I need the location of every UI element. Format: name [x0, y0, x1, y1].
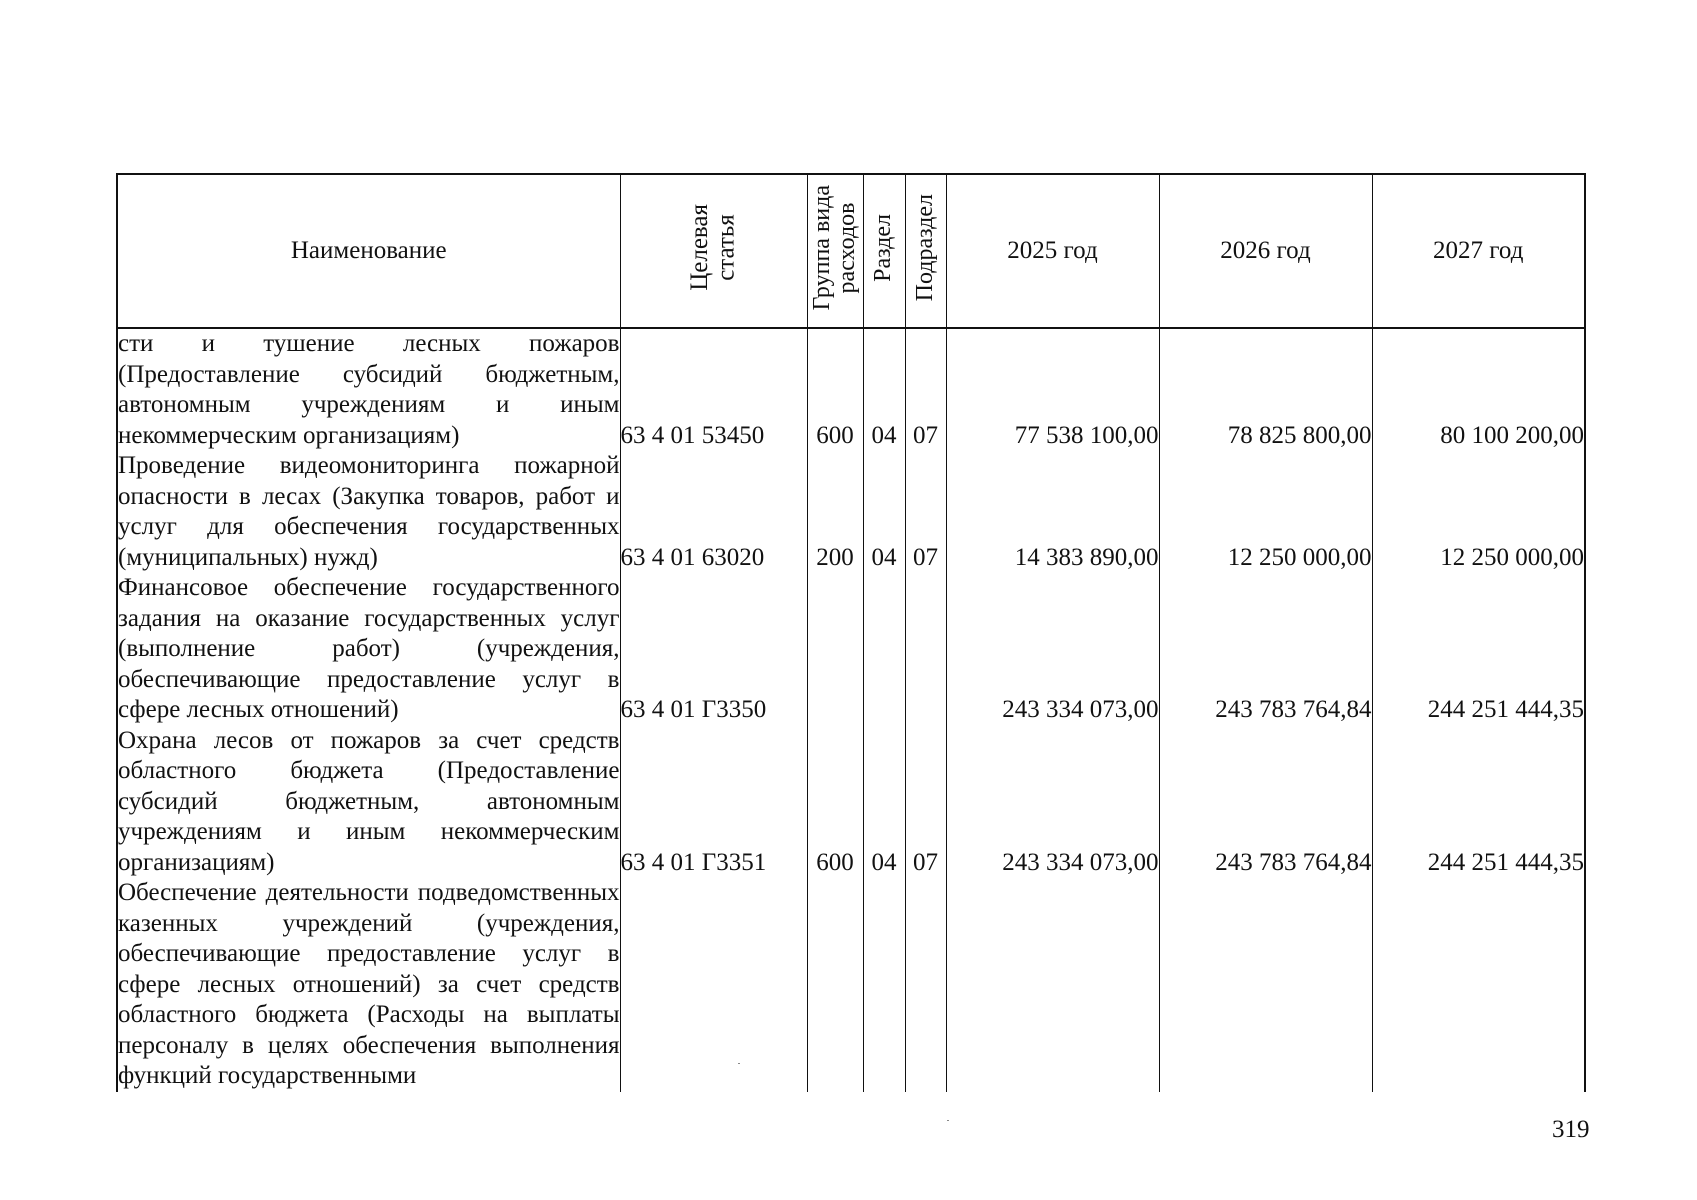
row-2025: 243 334 073,00 [946, 726, 1159, 879]
scan-speck [947, 1120, 949, 1121]
row-2026: 243 783 764,84 [1159, 726, 1372, 879]
header-section: Раздел [863, 174, 905, 328]
budget-table [116, 173, 1586, 1092]
row-group [807, 573, 863, 726]
row-subsection: 07 [905, 451, 946, 573]
row-2025: 243 334 073,00 [946, 573, 1159, 726]
row-name: сти и тушение лесных пожаров (Предоставление субсидий бюджетным, автономным учреждениям и иным некоммерческим организациям) [117, 328, 620, 451]
row-section [863, 573, 905, 726]
header-2026: 2026 год [1159, 174, 1372, 328]
row-2027: 12 250 000,00 [1372, 451, 1585, 573]
header-2027: 2027 год [1372, 174, 1585, 328]
row-code: 63 4 01 53450 [620, 328, 807, 451]
row-name: Охрана лесов от пожаров за счет средств областного бюджета (Предоставление субсидий бюджетным, автономным учреждениям и иным некоммерческим организациям) [117, 726, 620, 879]
table-row [117, 878, 1585, 1092]
row-2027: 80 100 200,00 [1372, 328, 1585, 451]
row-name: Финансовое обеспечение государственного задания на оказание государственных услуг (выполнение работ) (учреждения, обеспечивающие предоставление услуг в сфере лесных отношений) [117, 573, 620, 726]
header-2025: 2025 год [946, 174, 1159, 328]
row-2027: 244 251 444,35 [1372, 726, 1585, 879]
scan-speck [738, 1063, 740, 1064]
row-section: 04 [863, 451, 905, 573]
row-2026: 12 250 000,00 [1159, 451, 1372, 573]
row-subsection [905, 878, 946, 1092]
row-subsection: 07 [905, 328, 946, 451]
row-2025 [946, 878, 1159, 1092]
row-group [807, 878, 863, 1092]
row-section [863, 878, 905, 1092]
row-group: 600 [807, 726, 863, 879]
row-name: Проведение видеомониторинга пожарной опасности в лесах (Закупка товаров, работ и услуг для обеспечения государственных (муниципальных) нужд) [117, 451, 620, 573]
row-code [620, 878, 807, 1092]
table-row [117, 328, 1585, 451]
row-2026 [1159, 878, 1372, 1092]
header-expense-group: Группа вида расходов [807, 174, 863, 328]
row-2026: 78 825 800,00 [1159, 328, 1372, 451]
row-section: 04 [863, 726, 905, 879]
header-target-article: Целевая статья [620, 174, 807, 328]
header-name: Наименование [117, 174, 620, 328]
row-group: 600 [807, 328, 863, 451]
row-2025: 77 538 100,00 [946, 328, 1159, 451]
row-code: 63 4 01 Г3350 [620, 573, 807, 726]
table-row [117, 573, 1585, 726]
header-row [117, 174, 1585, 328]
row-2027 [1372, 878, 1585, 1092]
row-subsection: 07 [905, 726, 946, 879]
table-row [117, 451, 1585, 573]
row-name: Обеспечение деятельности подведомственных казенных учреждений (учреждения, обеспечивающие предоставление услуг в сфере лесных отношений) за счет средств областного бюджета (Расходы на выплаты персоналу в целях обеспечения выполнения функций государственными [117, 878, 620, 1092]
header-subsection: Подраздел [905, 174, 946, 328]
row-2025: 14 383 890,00 [946, 451, 1159, 573]
row-group: 200 [807, 451, 863, 573]
row-2026: 243 783 764,84 [1159, 573, 1372, 726]
page-number: 319 [1552, 1116, 1590, 1143]
table-row [117, 726, 1585, 879]
row-section: 04 [863, 328, 905, 451]
row-2027: 244 251 444,35 [1372, 573, 1585, 726]
row-code: 63 4 01 63020 [620, 451, 807, 573]
row-subsection [905, 573, 946, 726]
row-code: 63 4 01 Г3351 [620, 726, 807, 879]
